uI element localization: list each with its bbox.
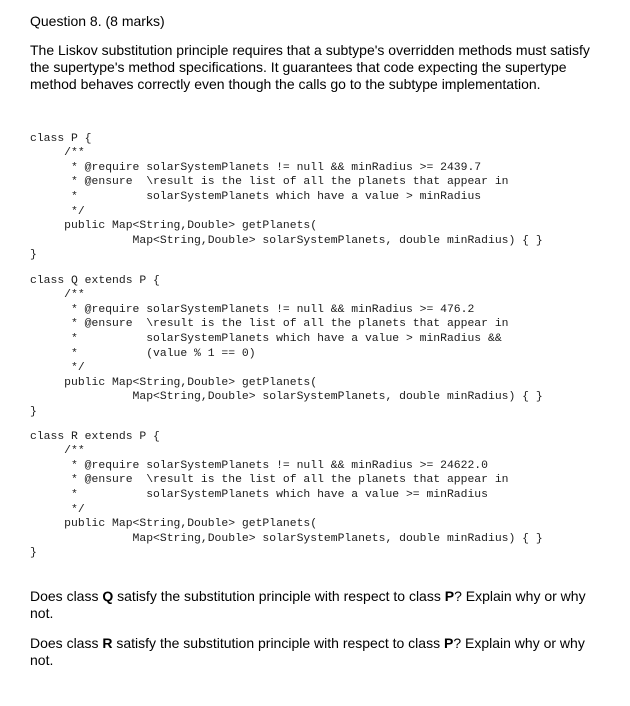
intro-line: the supertype's method specifications. It guarantees that code expecting the supertype — [30, 59, 567, 75]
subquestion-line — [30, 588, 602, 605]
code-line: /** — [30, 147, 85, 160]
code-line: * @require solarSystemPlanets != null && minRadius >= 24622.0 — [30, 459, 488, 472]
code-line: * solarSystemPlanets which have a value > minRadius && — [30, 332, 502, 345]
subquestion-line: not. — [30, 605, 54, 621]
code-line: * @require solarSystemPlanets != null && minRadius >= 476.2 — [30, 303, 475, 316]
code-line: * @require solarSystemPlanets != null && minRadius >= 2439.7 — [30, 161, 482, 174]
intro-paragraph — [30, 42, 602, 93]
subquestion-prefix: Does class — [30, 635, 103, 651]
code-line: * (value % 1 == 0) — [30, 347, 256, 360]
subquestion-middle: satisfy the substitution principle with respect to class — [112, 635, 444, 651]
subquestion-line — [30, 635, 602, 652]
code-line: } — [30, 405, 37, 418]
code-line: } — [30, 249, 37, 262]
code-line: * @ensure \result is the list of all the planets that appear in — [30, 176, 509, 189]
code-line: */ — [30, 205, 85, 218]
code-line: Map<String,Double> solarSystemPlanets, double minRadius) { } — [30, 532, 543, 545]
question-heading: Question 8. (8 marks) — [30, 13, 165, 29]
intro-line: method behaves correctly even though the calls go to the subtype implementation. — [30, 76, 541, 92]
code-line: * @ensure \result is the list of all the planets that appear in — [30, 318, 509, 331]
code-line: /** — [30, 445, 85, 458]
code-line: Map<String,Double> solarSystemPlanets, double minRadius) { } — [30, 234, 543, 247]
code-line: class Q extends P { — [30, 274, 160, 287]
subquestion-middle: satisfy the substitution principle with respect to class — [113, 588, 445, 604]
code-line: * @ensure \result is the list of all the planets that appear in — [30, 474, 509, 487]
intro-line: The Liskov substitution principle requires that a subtype's overridden methods must satisfy — [30, 42, 590, 58]
subquestion-q — [30, 588, 602, 622]
subquestion-subject: R — [102, 635, 113, 651]
code-line: */ — [30, 503, 85, 516]
subquestion-suffix: ? Explain why or why — [453, 635, 585, 651]
subquestion-prefix: Does class — [30, 588, 103, 604]
code-line: public Map<String,Double> getPlanets( — [30, 220, 318, 233]
subquestion-r — [30, 635, 602, 669]
code-line: */ — [30, 362, 85, 375]
code-line: public Map<String,Double> getPlanets( — [30, 376, 318, 389]
code-line: class R extends P { — [30, 430, 160, 443]
subquestion-suffix: ? Explain why or why — [454, 588, 586, 604]
code-line: class P { — [30, 132, 92, 145]
code-line: } — [30, 547, 37, 560]
subquestion-target: P — [444, 588, 455, 604]
code-line: /** — [30, 289, 85, 302]
code-block-class-p — [30, 117, 543, 278]
subquestion-subject: Q — [102, 588, 114, 604]
code-line: public Map<String,Double> getPlanets( — [30, 518, 318, 531]
code-line: * solarSystemPlanets which have a value > minRadius — [30, 190, 482, 203]
code-line: * solarSystemPlanets which have a value >= minRadius — [30, 488, 488, 501]
code-block-class-r — [30, 415, 543, 576]
code-line: Map<String,Double> solarSystemPlanets, double minRadius) { } — [30, 391, 543, 404]
code-block-class-q — [30, 259, 543, 434]
subquestion-line: not. — [30, 652, 54, 668]
subquestion-target: P — [443, 635, 454, 651]
